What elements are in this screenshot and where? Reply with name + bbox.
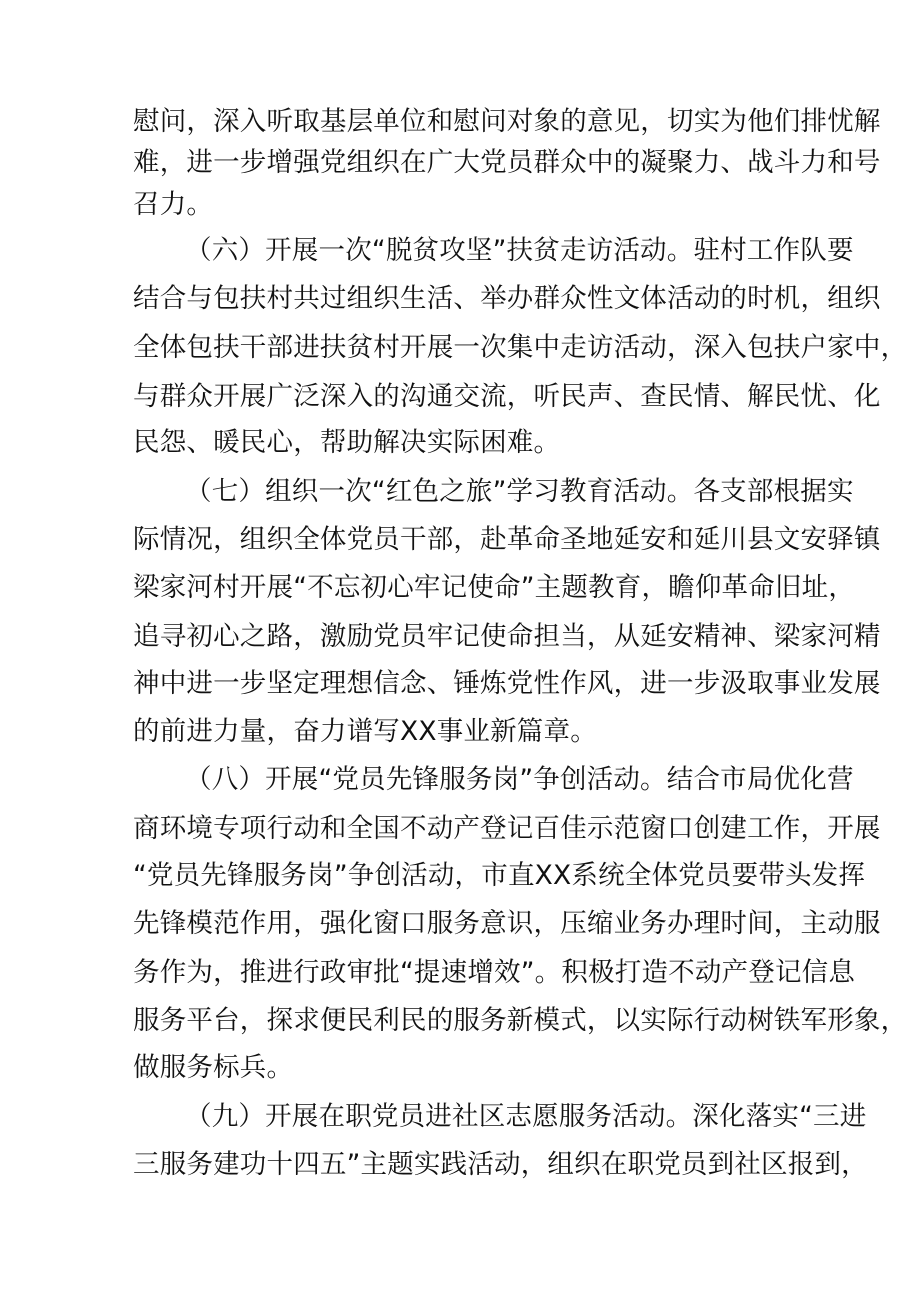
text-line: 追寻初心之路，激励党员牢记使命担当，从延安精神、梁家河精 <box>133 621 881 652</box>
text-line: （七）组织一次“红色之旅”学习教育活动。各支部根据实 <box>185 476 854 507</box>
text-line: “党员先锋服务岗”争创活动，市直XX系统全体党员要带头发挥 <box>133 860 866 891</box>
text-line: 梁家河村开展“不忘初心牢记使命”主题教育，瞻仰革命旧址， <box>133 572 856 603</box>
text-line: 服务平台，探求便民利民的服务新模式，以实际行动树铁军形象， <box>133 1005 908 1036</box>
text-line: 慰问，深入听取基层单位和慰问对象的意见，切实为他们排忧解 <box>133 106 881 137</box>
text-line: 际情况，组织全体党员干部，赴革命圣地延安和延川县文安驿镇 <box>133 524 881 555</box>
text-line: （八）开展“党员先锋服务岗”争创活动。结合市局优化营 <box>185 764 854 795</box>
text-line: 难，进一步增强党组织在广大党员群众中的凝聚力、战斗力和号 <box>133 147 881 178</box>
text-line: 的前进力量，奋力谱写XX事业新篇章。 <box>133 716 597 747</box>
text-line: 神中进一步坚定理想信念、锤炼党性作风，进一步汲取事业发展 <box>133 668 881 699</box>
text-line: 全体包扶干部进扶贫村开展一次集中走访活动，深入包扶户家中， <box>133 332 908 363</box>
text-line: （九）开展在职党员进社区志愿服务活动。深化落实“三进 <box>185 1101 867 1132</box>
text-line: 召力。 <box>133 189 214 220</box>
text-line: 务作为，推进行政审批“提速增效”。积极打造不动产登记信息 <box>133 957 856 988</box>
text-line: 三服务建功十四五”主题实践活动，组织在职党员到社区报到， <box>133 1149 868 1180</box>
text-line: 与群众开展广泛深入的沟通交流，听民声、查民情、解民忧、化 <box>133 381 881 412</box>
text-line: 商环境专项行动和全国不动产登记百佳示范窗口创建工作，开展 <box>133 813 881 844</box>
text-line: 民怨、暖民心，帮助解决实际困难。 <box>133 427 561 458</box>
text-line: 先锋模范作用，强化窗口服务意识，压缩业务办理时间，主动服 <box>133 908 881 939</box>
text-line: 做服务标兵。 <box>133 1052 294 1083</box>
text-line: （六）开展一次“脱贫攻坚”扶贫走访活动。驻村工作队要 <box>185 235 854 266</box>
text-line: 结合与包扶村共过组织生活、举办群众性文体活动的时机，组织 <box>133 283 881 314</box>
